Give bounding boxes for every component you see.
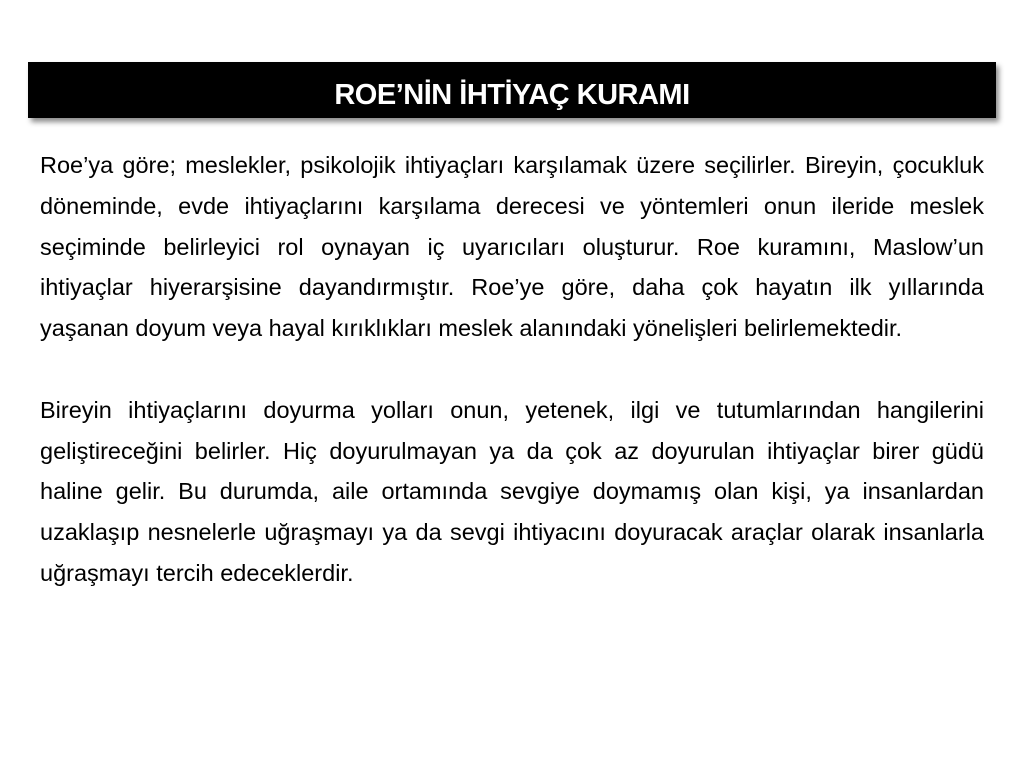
- paragraph-2: Bireyin ihtiyaçlarını doyurma yolları onun, yetenek, ilgi ve tutumlarından hangilerini geliştireceğini belirler. Hiç doyurulmayan ya da çok az doyurulan ihtiyaçlar birer güdü haline gelir. Bu durumda, aile ortamında sevgiye doymamış olan kişi, ya insanlardan uzaklaşıp nesnelerle uğraşmayı ya da sevgi ihtiyacını doyuracak araçlar olarak insanlarla uğraşmayı tercih edeceklerdir.: [40, 396, 984, 586]
- slide-body: [40, 145, 984, 594]
- slide-title: ROE’NİN İHTİYAÇ KURAMI: [334, 78, 690, 111]
- title-banner: [28, 62, 996, 118]
- paragraph-1: Roe’ya göre; meslekler, psikolojik ihtiyaçları karşılamak üzere seçilirler. Bireyin, çocukluk döneminde, evde ihtiyaçlarını karşılama derecesi ve yöntemleri onun ileride meslek seçiminde belirleyici rol oynayan iç uyarıcıları oluşturur. Roe kuramını, Maslow’un ihtiyaçlar hiyerarşisine dayandırmıştır. Roe’ye göre, daha çok hayatın ilk yıllarında yaşanan doyum veya hayal kırıklıkları meslek alanındaki yönelişleri belirlemektedir.: [40, 152, 984, 342]
